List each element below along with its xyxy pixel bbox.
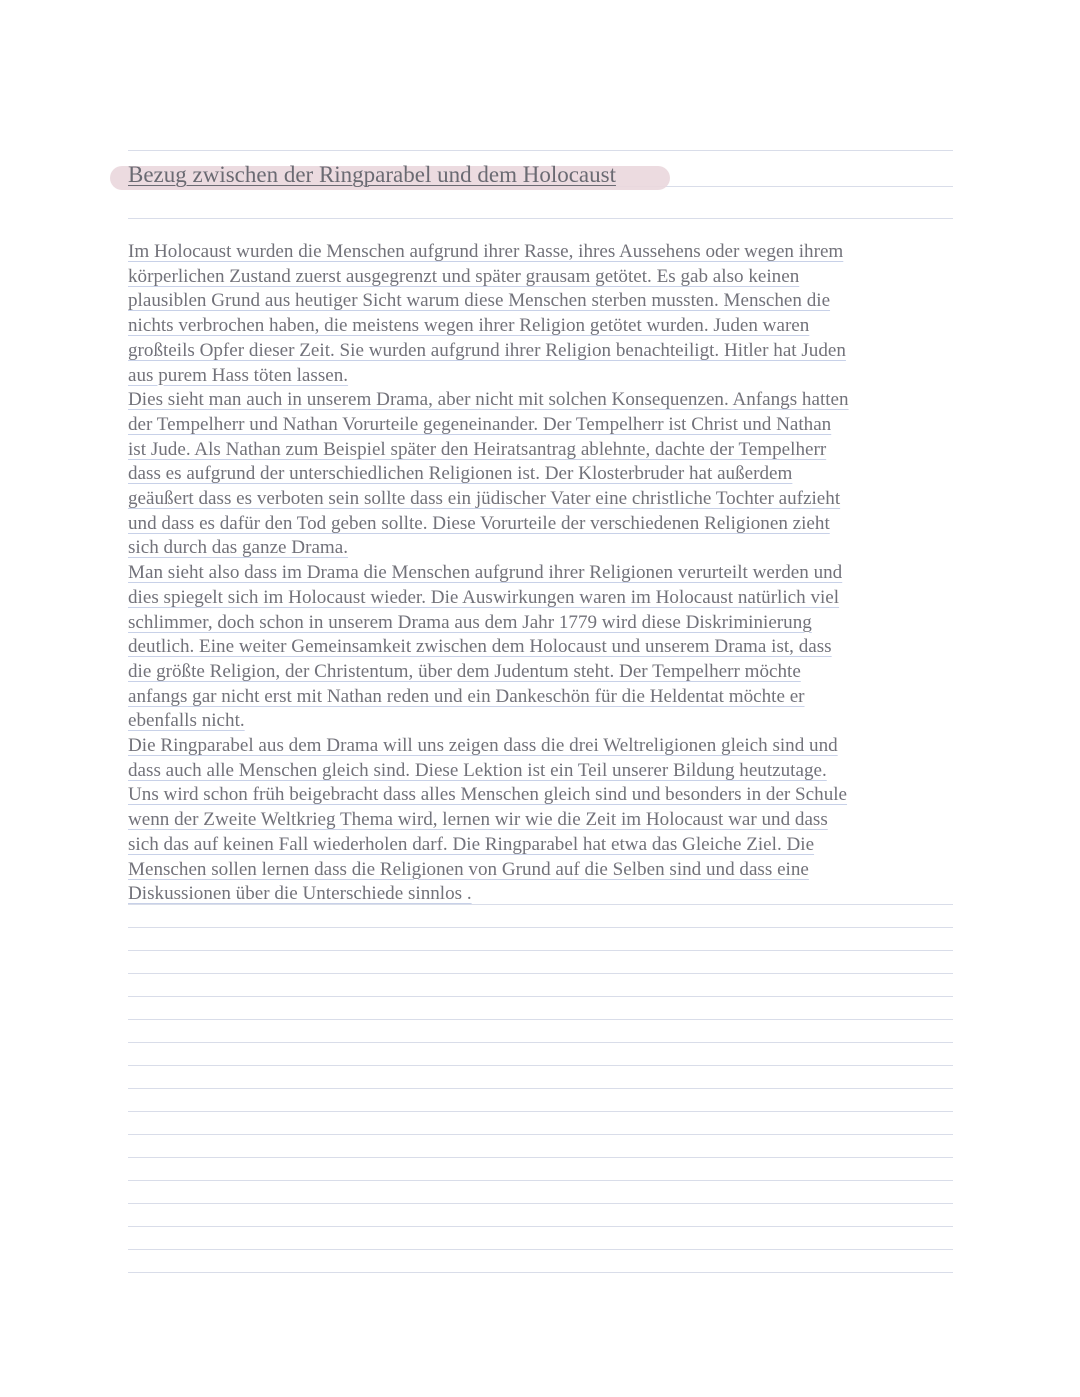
ruled-line: [128, 1180, 953, 1181]
text-line: wenn der Zweite Weltkrieg Thema wird, lernen wir wie die Zeit im Holocaust war und dass: [128, 809, 828, 831]
ruled-line: [128, 1111, 953, 1112]
ruled-line: [128, 973, 953, 974]
text-line: sich das auf keinen Fall wiederholen darf. Die Ringparabel hat etwa das Gleiche Ziel. Die: [128, 833, 815, 855]
ruled-line: [128, 927, 953, 928]
text-line: Menschen sollen lernen dass die Religionen von Grund auf die Selben sind und dass eine: [128, 858, 809, 880]
text-line: schlimmer, doch schon in unserem Drama aus dem Jahr 1779 wird diese Diskriminierung: [128, 611, 812, 633]
text-line: der Tempelherr und Nathan Vorurteile gegeneinander. Der Tempelherr ist Christ und Nathan: [128, 413, 832, 435]
text-line: sich durch das ganze Drama.: [128, 537, 349, 559]
text-line: dass es aufgrund der unterschiedlichen Religionen ist. Der Klosterbruder hat außerdem: [128, 463, 793, 485]
text-line: aus purem Hass töten lassen.: [128, 364, 349, 386]
ruled-line: [128, 1226, 953, 1227]
ruled-line: [128, 1088, 953, 1089]
text-line: Im Holocaust wurden die Menschen aufgrund ihrer Rasse, ihres Aussehens oder wegen ihrem: [128, 241, 844, 262]
text-line: nichts verbrochen haben, die meistens wegen ihrer Religion getötet wurden. Juden waren: [128, 315, 810, 337]
text-line: dies spiegelt sich im Holocaust wieder. Die Auswirkungen waren im Holocaust natürlich viel: [128, 586, 840, 608]
text-line: ist Jude. Als Nathan zum Beispiel später den Heiratsantrag ablehnte, dachte der Tempelherr: [128, 438, 827, 460]
ruled-line: [128, 1249, 953, 1250]
text-line: Dies sieht man auch in unserem Drama, aber nicht mit solchen Konsequenzen. Anfangs hatten: [128, 389, 849, 411]
ruled-line: [128, 150, 953, 151]
text-line: deutlich. Eine weiter Gemeinsamkeit zwischen dem Holocaust und unserem Drama ist, dass: [128, 636, 832, 658]
ruled-line: [128, 1042, 953, 1043]
ruled-line: [128, 218, 953, 219]
text-line: Die Ringparabel aus dem Drama will uns zeigen dass die drei Weltreligionen gleich sind und: [128, 735, 838, 757]
text-line: Diskussionen über die Unterschiede sinnlos .: [128, 883, 472, 905]
ruled-line: [128, 1203, 953, 1204]
text-line: dass auch alle Menschen gleich sind. Diese Lektion ist ein Teil unserer Bildung heutzutage.: [128, 759, 827, 781]
text-line: großteils Opfer dieser Zeit. Sie wurden aufgrund ihrer Religion benachteiligt. Hitler hat Juden: [128, 339, 846, 361]
essay-body: [128, 240, 954, 907]
text-line: Uns wird schon früh beigebracht dass alles Menschen gleich sind und besonders in der Schule: [128, 784, 848, 806]
ruled-line: [128, 1157, 953, 1158]
text-line: und dass es dafür den Tod geben sollte. Diese Vorurteile der verschiedenen Religionen zieht: [128, 512, 830, 534]
ruled-line: [128, 1272, 953, 1273]
ruled-line: [128, 1019, 953, 1020]
text-line: die größte Religion, der Christentum, über dem Judentum steht. Der Tempelherr möchte: [128, 660, 801, 682]
text-line: Man sieht also dass im Drama die Menschen aufgrund ihrer Religionen verurteilt werden und: [128, 562, 843, 584]
text-line: ebenfalls nicht.: [128, 710, 245, 732]
ruled-line: [128, 1065, 953, 1066]
page-title: Bezug zwischen der Ringparabel und dem Holocaust: [128, 162, 616, 187]
ruled-line: [128, 996, 953, 997]
ruled-line: [128, 950, 953, 951]
text-line: anfangs gar nicht erst mit Nathan reden und ein Dankeschön für die Heldentat möchte er: [128, 685, 805, 707]
heading-block: [110, 162, 672, 192]
ruled-line: [128, 1134, 953, 1135]
text-line: geäußert dass es verboten sein sollte dass ein jüdischer Vater eine christliche Tochter aufzieht: [128, 488, 841, 510]
text-line: körperlichen Zustand zuerst ausgegrenzt und später grausam getötet. Es gab also keinen: [128, 265, 800, 287]
text-line: plausiblen Grund aus heutiger Sicht warum diese Menschen sterben mussten. Menschen die: [128, 290, 831, 312]
